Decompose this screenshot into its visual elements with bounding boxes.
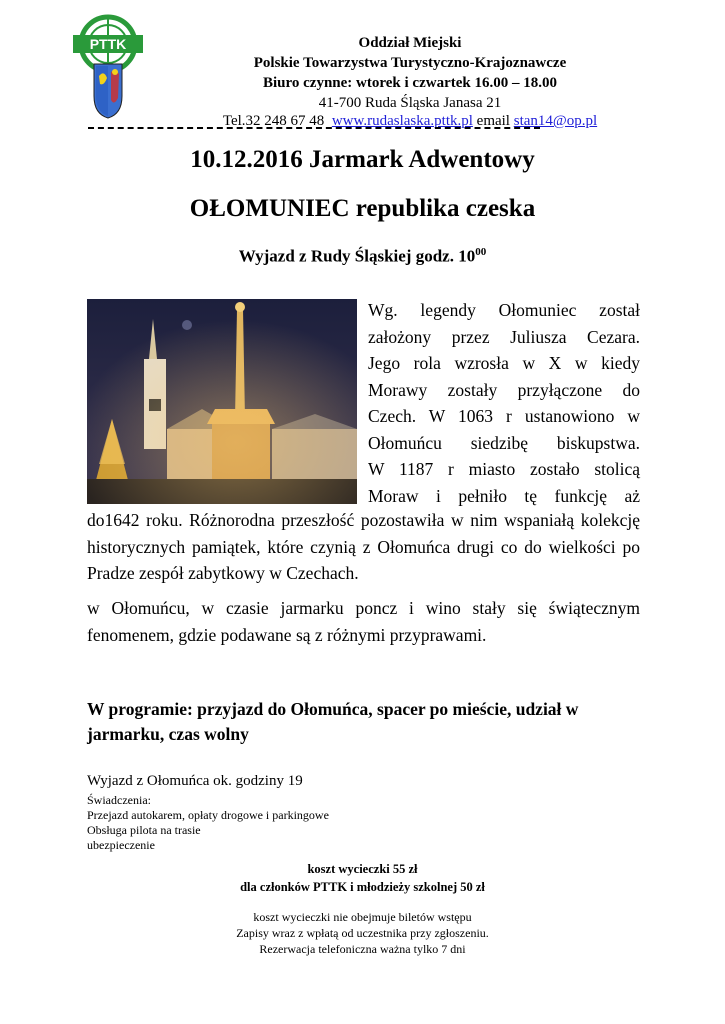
services-item: Obsługa pilota na trasie [87,823,201,837]
description-wrapped [368,297,640,509]
departure-text: Wyjazd z Rudy Śląskiej godz. 10 [238,246,476,266]
description-continuation: do1642 roku. Różnorodna przeszłość pozostawiła w nim wspaniałą kolekcję historycznych pamiątek, które czynią z Ołomuńca drugi co do wielkości po Pradze zespół zabytkowy w Czechach. [87,510,640,583]
header-society: Polskie Towarzystwa Turystyczno-Krajoznawcze [253,55,567,71]
note-line: Zapisy wraz z wpłatą od uczestnika przy zgłoszeniu. [236,926,489,940]
services-heading: Świadczenia: [87,793,151,807]
description-line: W 1187 r miasto zostało stolicą [368,459,640,479]
header-address: 41-700 Ruda Śląska Janasa 21 [318,95,502,111]
services-item: Przejazd autokarem, opłaty drogowe i parkingowe [87,808,329,822]
header-office-hours: Biuro czynne: wtorek i czwartek 16.00 – 18.00 [263,75,557,91]
notes-block [0,909,725,957]
departure-time-sup: 00 [475,246,487,258]
description-line: Moraw i pełniło tę funkcję aż [368,485,640,506]
note-line: Rezerwacja telefoniczna ważna tylko 7 dni [259,942,466,956]
departure-info [0,246,725,267]
logo-text: PTTK [89,36,127,52]
price: koszt wycieczki 55 zł [307,862,418,876]
header-divider [88,127,540,129]
header-org: Oddział Miejski [358,35,462,51]
event-title: 10.12.2016 Jarmark Adwentowy [190,146,535,173]
email-label: email [476,113,510,129]
description-line: Jego rola wzrosła w X w kiedy [368,353,640,373]
description-line: Wg. legendy Ołomuniec został [368,300,640,320]
members-price: dla członków PTTK i młodzieży szkolnej 50 zł [240,880,485,894]
description-line: Morawy zostały przyłączone do [368,379,640,400]
return-info: Wyjazd z Ołomuńca ok. godziny 19 [87,773,303,789]
services-block [87,793,329,853]
description-line: Ołomuńcu siedzibę biskupstwa. [368,432,640,453]
website-link[interactable]: www.rudaslaska.pttk.pl [331,113,473,129]
header-phone: Tel.32 248 67 48 [222,113,325,129]
olomouc-photo [87,299,357,504]
pttk-logo [66,14,152,120]
description-line: Czech. W 1063 r ustanowiono w [368,406,640,426]
description-paragraph2: w Ołomuńcu, w czasie jarmarku poncz i wino stały się świątecznym fenomenem, gdzie podawane są z różnymi przyprawami. [87,598,640,645]
email-link[interactable]: stan14@op.pl [513,113,598,129]
event-subtitle: OŁOMUNIEC republika czeska [189,195,536,222]
program-summary: W programie: przyjazd do Ołomuńca, spacer po mieście, udział w jarmarku, czas wolny [87,699,579,744]
note-line: koszt wycieczki nie obejmuje biletów wstępu [253,910,472,924]
description-line: założony przez Juliusza Cezara. [368,326,640,347]
services-item: ubezpieczenie [87,838,155,852]
